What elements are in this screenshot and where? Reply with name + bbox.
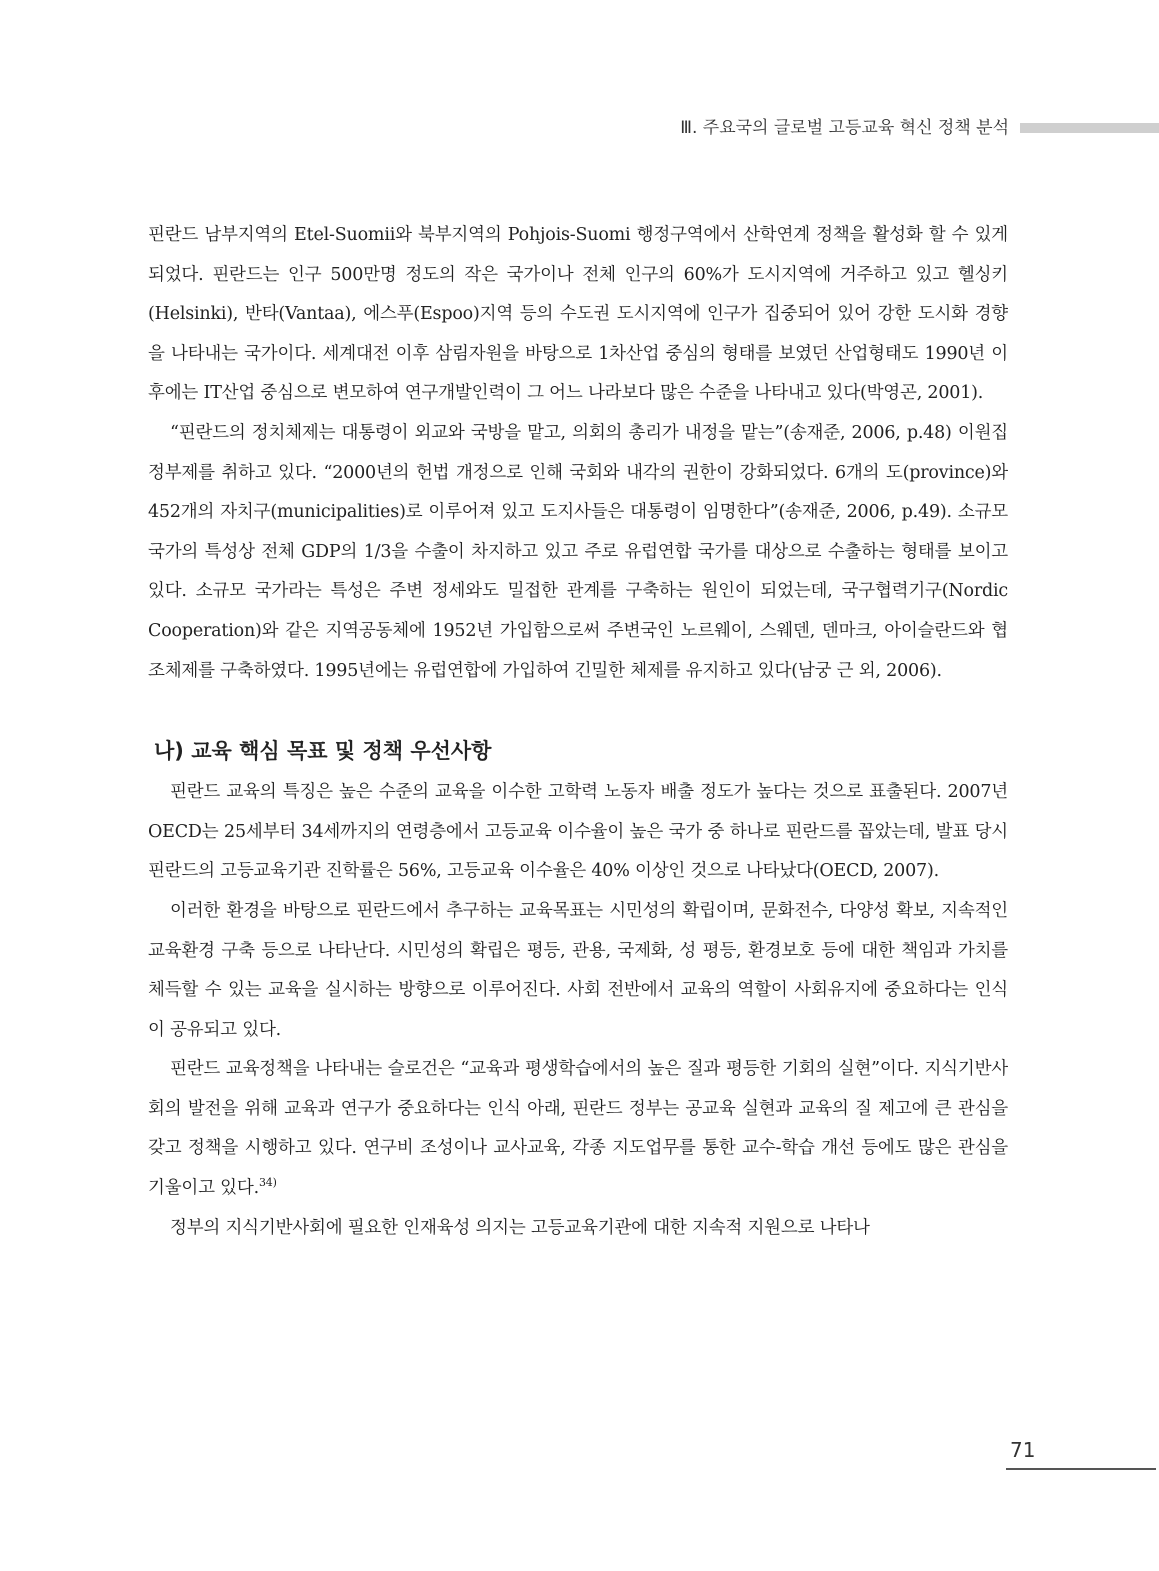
paragraph: 이러한 환경을 바탕으로 핀란드에서 추구하는 교육목표는 시민성의 확립이며, 문화전수, 다양성 확보, 지속적인 교육환경 구축 등으로 나타난다. 시민성의 확립은 평등, 관용, 국제화, 성 평등, 환경보호 등에 대한 책임과 가치를 체득할 수 있는 교육을 실시하는 방향으로 이루어진다. 사회 전반에서 교육의 역할이 사회유지에 중요하다는 인식이 공유되고 있다. [148,900,1008,1040]
section-heading: 나) 교육 핵심 목표 및 정책 우선사항 [154,739,492,764]
paragraph-with-footnote [148,1050,1008,1208]
paragraph: 정부의 지식기반사회에 필요한 인재육성 의지는 고등교육기관에 대한 지속적 지원으로 나타나 [170,1217,870,1238]
chapter-title: Ⅲ. 주요국의 글로벌 고등교육 혁신 정책 분석 [680,118,1009,138]
footnote-reference[interactable]: 34) [258,1176,277,1190]
paragraph: 핀란드 교육의 특징은 높은 수준의 교육을 이수한 고학력 노동자 배출 정도가 높다는 것으로 표출된다. 2007년 OECD는 25세부터 34세까지의 연령층에서 고등교육 이수율이 높은 국가 중 하나로 핀란드를 꼽았는데, 발표 당시 핀란드의 고등교육기관 진학률은 56%, 고등교육 이수율은 40% 이상인 것으로 나타났다(OECD, 2007). [148,782,1008,882]
body-text [148,216,1008,1248]
page-number-rule [1006,1468,1156,1470]
paragraph: 핀란드 남부지역의 Etel-Suomii와 북부지역의 Pohjois-Suomi 행정구역에서 산학연계 정책을 활성화 할 수 있게 되었다. 핀란드는 인구 500만명 정도의 작은 국가이나 전체 인구의 60%가 도시지역에 거주하고 있고 헬싱키(Helsinki), 반타(Vantaa), 에스푸(Espoo)지역 등의 수도권 도시지역에 인구가 집중되어 있어 강한 도시화 경향을 나타내는 국가이다. 세계대전 이후 삼림자원을 바탕으로 1차산업 중심의 형태를 보였던 산업형태도 1990년 이후에는 IT산업 중심으로 변모하여 연구개발인력이 그 어느 나라보다 많은 수준을 나타내고 있다(박영곤, 2001). [148,225,1008,404]
paragraph: “핀란드의 정치체제는 대통령이 외교와 국방을 맡고, 의회의 총리가 내정을 맡는”(송재준, 2006, p.48) 이원집정부제를 취하고 있다. “2000년의 헌법 개정으로 인해 국회와 내각의 권한이 강화되었다. 6개의 도(province)와 452개의 자치구(municipalities)로 이루어져 있고 도지사들은 대통령이 임명한다”(송재준, 2006, p.49). 소규모 국가의 특성상 전체 GDP의 1/3을 수출이 차지하고 있고 주로 유럽연합 국가를 대상으로 수출하는 형태를 보이고 있다. 소규모 국가라는 특성은 주변 정세와도 밀접한 관계를 구축하는 원인이 되었는데, 국구협력기구(Nordic Cooperation)와 같은 지역공동체에 1952년 가입함으로써 주변국인 노르웨이, 스웨덴, 덴마크, 아이슬란드와 협조체제를 구축하였다. 1995년에는 유럽연합에 가입하여 긴밀한 체제를 유지하고 있다(남궁 근 외, 2006). [148,422,1008,681]
header-bar [1020,123,1159,133]
page-number: 71 [1010,1438,1036,1462]
paragraph-text: 핀란드 교육정책을 나타내는 슬로건은 “교육과 평생학습에서의 높은 질과 평등한 기회의 실현”이다. 지식기반사회의 발전을 위해 교육과 연구가 중요하다는 인식 아래, 핀란드 정부는 공교육 실현과 교육의 질 제고에 큰 관심을 갖고 정책을 시행하고 있다. 연구비 조성이나 교사교육, 각종 지도업무를 통한 교수-학습 개선 등에도 많은 관심을 기울이고 있다. [148,1059,1008,1199]
running-header [0,116,1159,140]
